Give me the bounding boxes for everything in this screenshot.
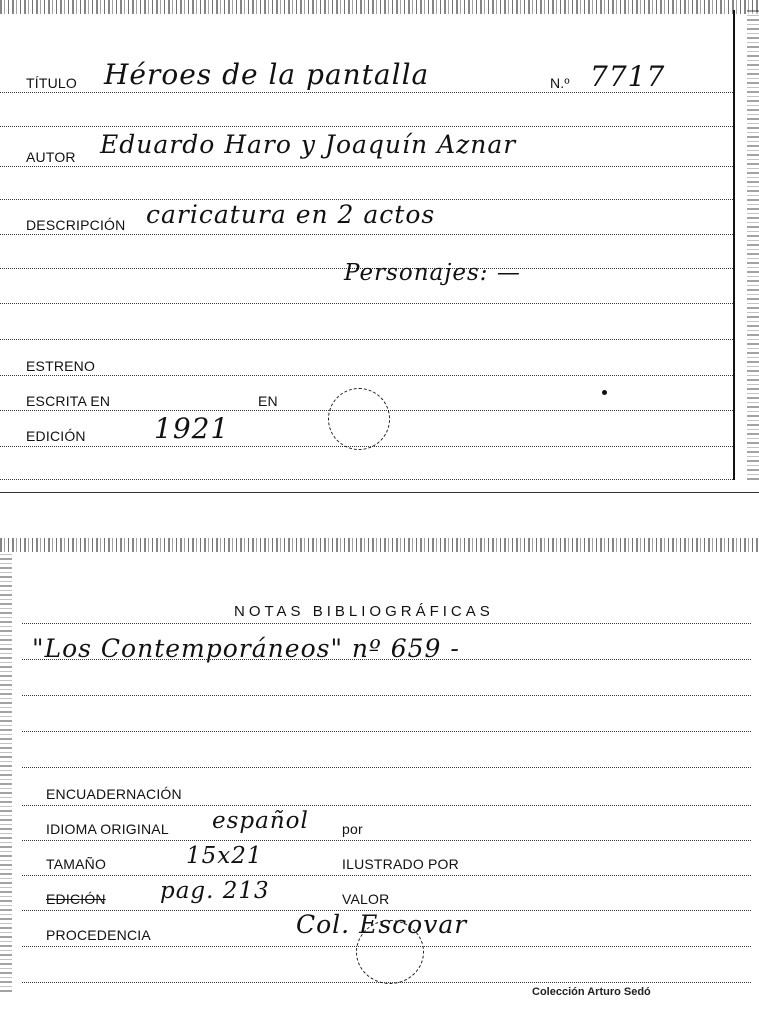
- rule-line: [0, 234, 733, 235]
- idioma-value: español: [212, 808, 309, 834]
- tamano-label: TAMAÑO: [46, 856, 107, 872]
- rule-line: [22, 623, 751, 624]
- procedencia-label: PROCEDENCIA: [46, 927, 151, 943]
- valor-label: VALOR: [342, 891, 390, 907]
- card-left-edge: [0, 552, 12, 992]
- edicion-label: EDICIÓN: [26, 428, 86, 444]
- autor-value: Eduardo Haro y Joaquín Aznar: [100, 130, 517, 159]
- titulo-value: Héroes de la pantalla: [104, 58, 430, 91]
- paginas-value: pag. 213: [160, 878, 270, 904]
- card-top-edge: [0, 0, 759, 14]
- nota-value: "Los Contemporáneos" nº 659 -: [32, 634, 460, 663]
- rule-line: [0, 126, 733, 127]
- autor-label: AUTOR: [26, 149, 76, 165]
- rule-line: [22, 805, 751, 806]
- procedencia-value: Col. Escovar: [296, 910, 468, 939]
- encuadernacion-label: ENCUADERNACIÓN: [46, 786, 182, 802]
- ilustrado-label: ILUSTRADO POR: [342, 856, 459, 872]
- descripcion-label: DESCRIPCIÓN: [26, 217, 126, 233]
- idioma-label: IDIOMA ORIGINAL: [46, 821, 169, 837]
- rule-line: [0, 166, 733, 167]
- stamp-circle: [328, 388, 390, 450]
- rule-line: [22, 731, 751, 732]
- numero-value: 7717: [590, 60, 666, 93]
- card-separator: [0, 492, 759, 493]
- descripcion-value: caricatura en 2 actos: [146, 200, 436, 229]
- tamano-value: 15x21: [186, 843, 263, 869]
- rule-line: [0, 375, 733, 376]
- titulo-label: TÍTULO: [26, 75, 77, 91]
- catalog-card-bottom: [0, 538, 759, 1028]
- escrita-en-label: ESCRITA EN: [26, 393, 111, 409]
- collection-footer: Colección Arturo Sedó: [532, 986, 651, 998]
- stamp-circle: [356, 920, 424, 984]
- rule-line: [22, 767, 751, 768]
- card-top-edge: [0, 538, 759, 552]
- personajes-value: Personajes: —: [344, 260, 521, 286]
- edicion-label-struck: EDICIÓN: [46, 891, 106, 907]
- rule-line: [0, 339, 733, 340]
- rule-line: [0, 479, 733, 480]
- catalog-card-top: [0, 0, 759, 495]
- ink-dot: [602, 390, 607, 395]
- rule-line: [0, 303, 733, 304]
- rule-line: [22, 695, 751, 696]
- estreno-label: ESTRENO: [26, 358, 96, 374]
- por-label: por: [342, 821, 363, 837]
- rule-line: [22, 875, 751, 876]
- notas-heading: NOTAS BIBLIOGRÁFICAS: [234, 603, 494, 620]
- en-label: EN: [258, 393, 278, 409]
- edicion-value: 1921: [154, 412, 230, 445]
- card-right-border: [733, 10, 735, 480]
- numero-label: N.º: [550, 75, 570, 91]
- card-right-edge: [747, 10, 759, 480]
- rule-line: [22, 840, 751, 841]
